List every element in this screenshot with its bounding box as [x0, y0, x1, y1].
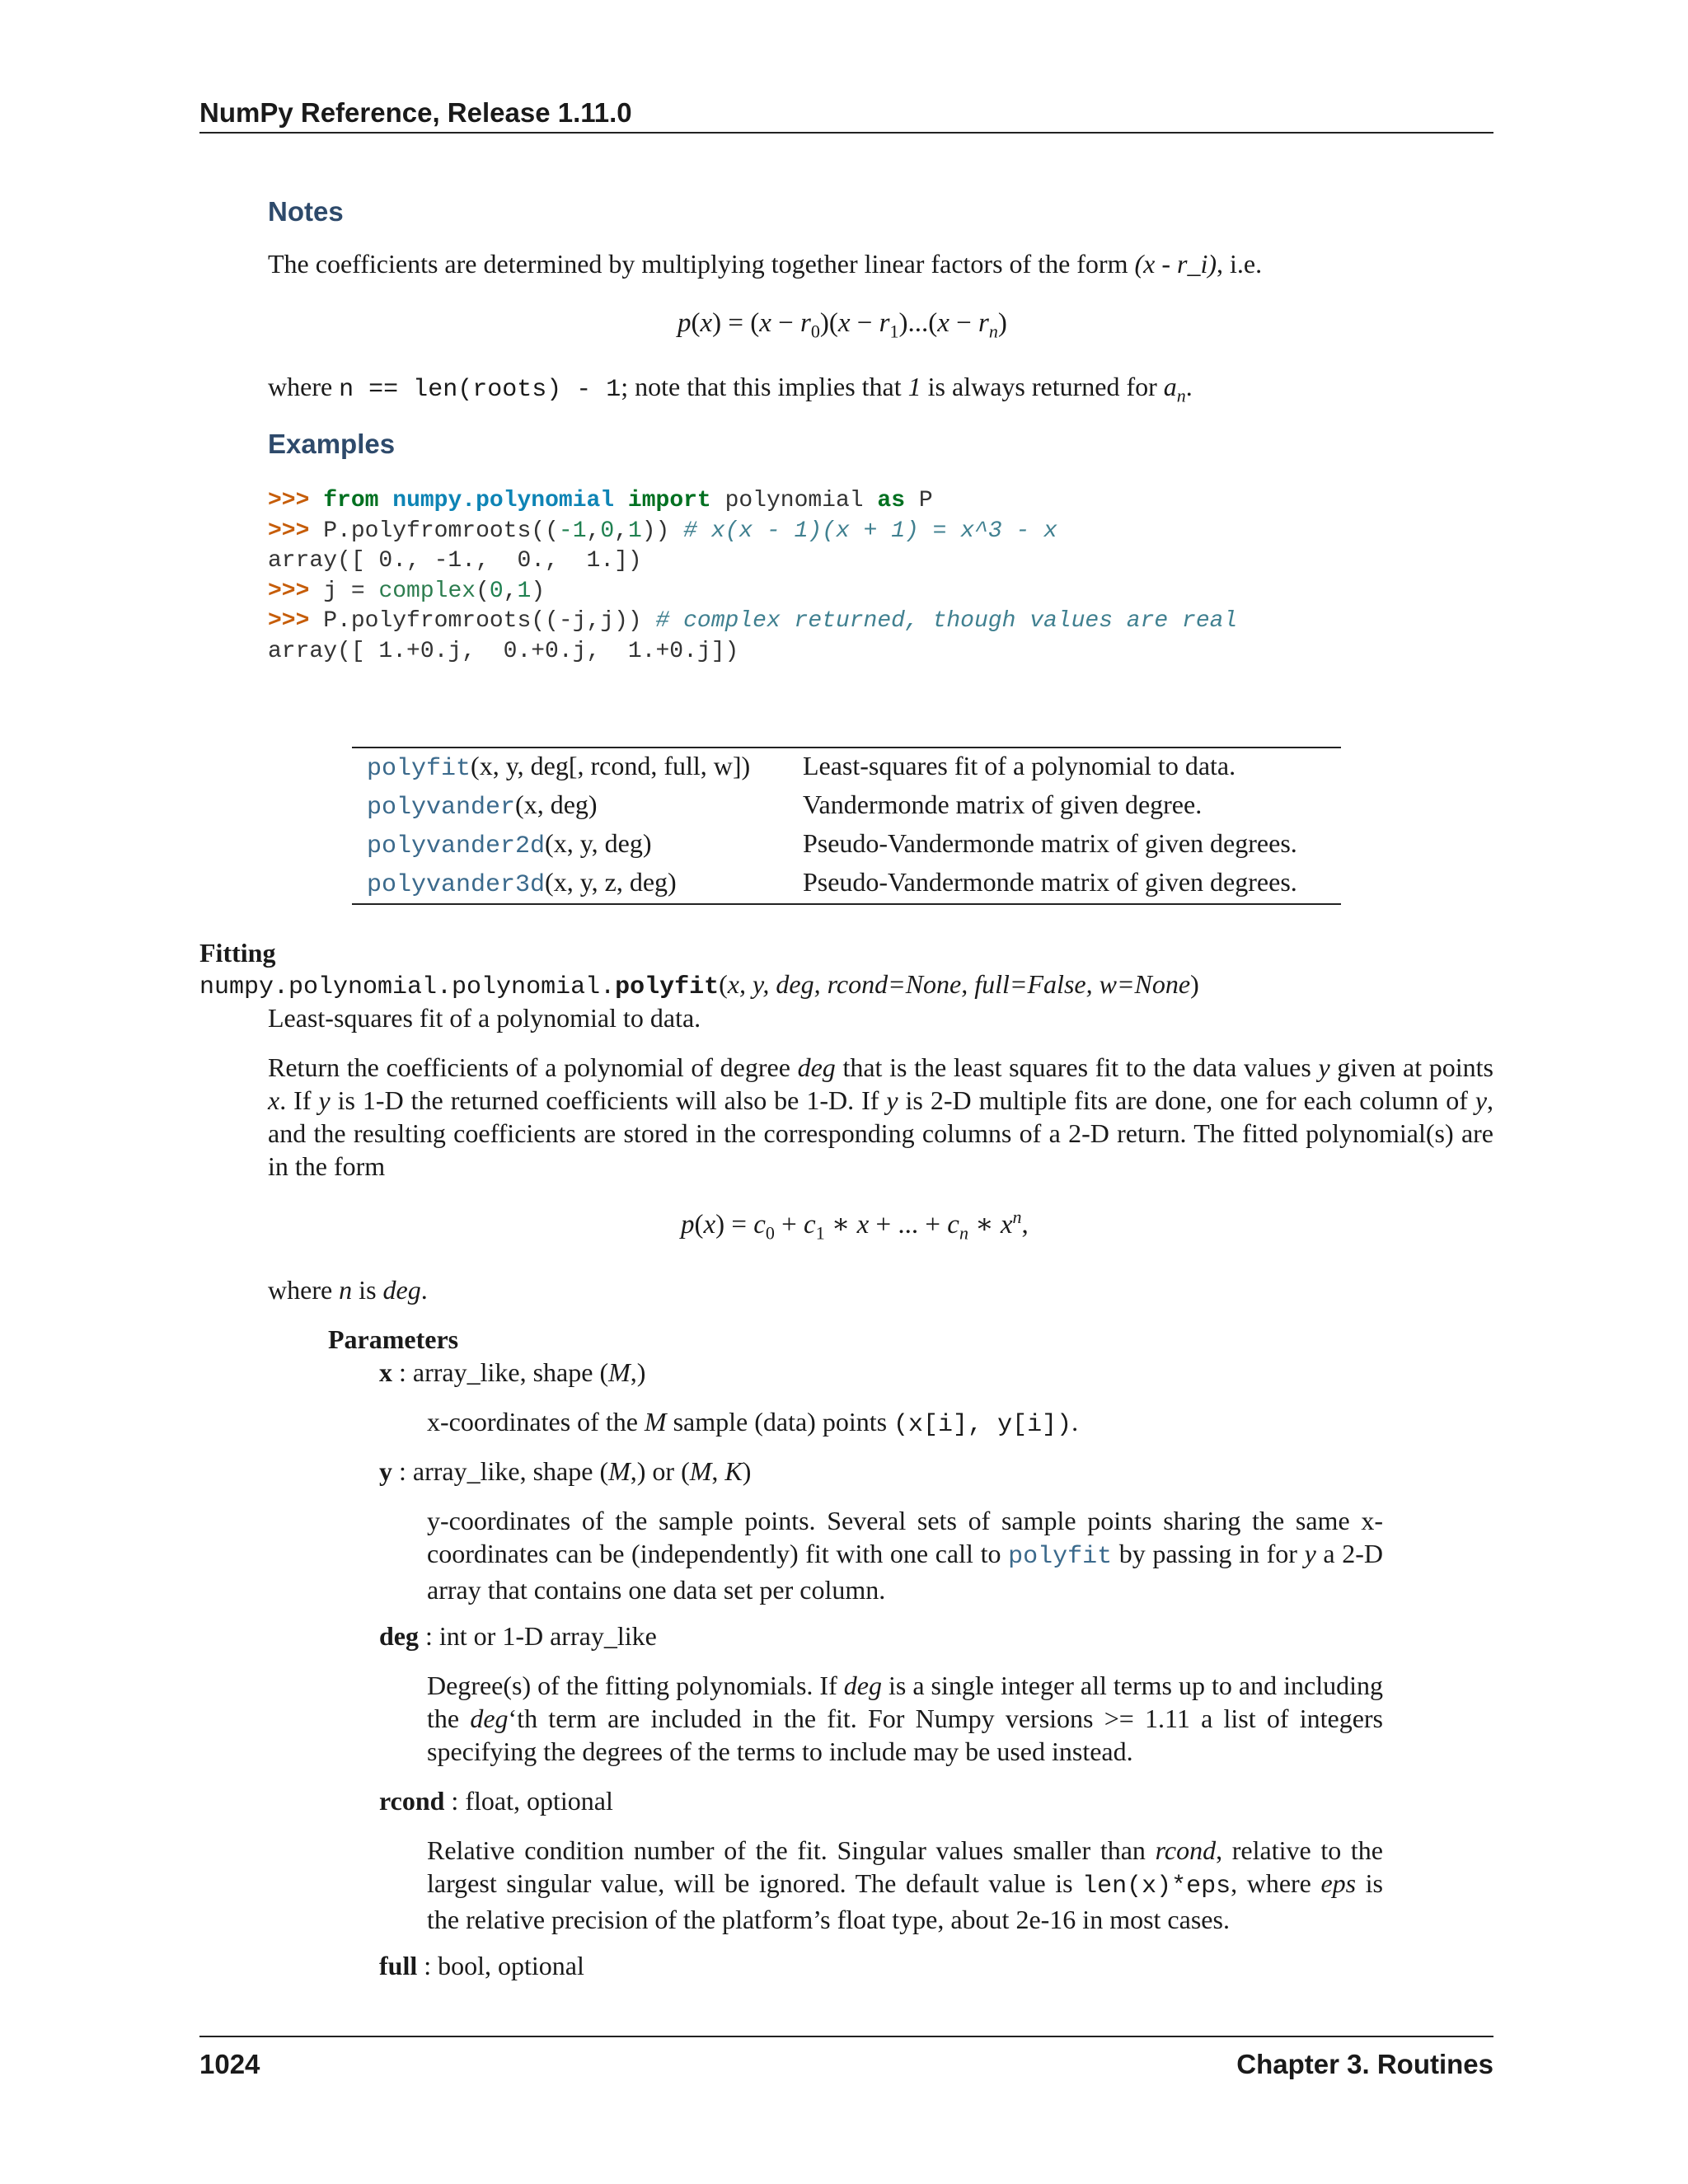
param-full: full : bool, optional: [379, 1951, 584, 1980]
polyvander-link[interactable]: polyvander: [367, 794, 516, 822]
examples-heading: Examples: [268, 429, 396, 459]
param-y-desc: y-coordinates of the sample points. Several sets of sample points sharing the same x-coordinates can be (independently) fit with one call to polyfit by passing in for y a 2-D array that contains one data set per column.: [427, 1506, 1384, 1605]
polyfit-link[interactable]: polyfit: [367, 755, 471, 783]
header-title: NumPy Reference, Release 1.11.0: [199, 97, 632, 128]
notes-equation: $p(x) = (x - r_0)(x - r_1)...(x - r_n)$: [678, 308, 1007, 342]
table-cell-desc: Pseudo-Vandermonde matrix of given degrees.: [802, 867, 1297, 897]
code-output: array([ 0., -1., 0., 1.]): [268, 548, 642, 574]
chapter-title: Chapter 3. Routines: [1236, 2049, 1493, 2079]
param-rcond: rcond : float, optional: [379, 1786, 613, 1816]
polyvander3d-link[interactable]: polyvander3d: [367, 871, 546, 899]
notes-text: The coefficients are determined by multiplying together linear factors of the form (x - r_i), i.e.: [268, 249, 1263, 279]
fitting-description: Return the coefficients of a polynomial of degree deg that is the least squares fit to the data values y given at points x. If y is 1-D the returned coefficients will also be 1-D. If y is 2-D multiple fits are done, one for each column of y, and the resulting coefficients are stored in the corresponding columns of a 2-D return. The fitted polynomial(s) are in the form: [268, 1052, 1494, 1181]
param-deg: deg : int or 1-D array_like: [379, 1621, 657, 1651]
function-summary: Least-squares fit of a polynomial to data.: [268, 1003, 701, 1033]
example-code-block: [268, 486, 1237, 667]
notes-heading: Notes: [268, 196, 344, 227]
table-row: polyvander(x, deg) Vandermonde matrix of given degree.: [352, 787, 1341, 826]
table-cell-desc: Least-squares fit of a polynomial to data.: [802, 751, 1236, 780]
fitting-where: where n is deg.: [268, 1275, 428, 1305]
table-row: polyvander2d(x, y, deg) Pseudo-Vandermonde matrix of given degrees.: [352, 826, 1341, 865]
fitting-heading: Fitting: [199, 938, 276, 968]
parameters-heading: Parameters: [328, 1324, 459, 1354]
function-signature: numpy.polynomial.polynomial.polyfit(x, y, deg, rcond=None, full=False, w=None): [199, 969, 1199, 1001]
code-line: >>> j = complex(0,1): [268, 578, 546, 604]
param-x: x : array_like, shape (M,): [379, 1357, 646, 1387]
function-summary-table: [352, 747, 1341, 905]
table-cell-desc: Pseudo-Vandermonde matrix of given degrees.: [802, 828, 1297, 858]
code-line: >>> P.polyfromroots((-1,0,1)) # x(x - 1)(x + 1) = x^3 - x: [268, 518, 1057, 544]
page-header: [199, 96, 1493, 134]
page-footer: [199, 2036, 1493, 2079]
param-rcond-desc: Relative condition number of the fit. Singular values smaller than rcond, relative to the largest singular value, will be ignored. The default value is len(x)*eps, where eps is the relative precision of the platform’s float type, about 2e-16 in most cases.: [427, 1835, 1384, 1934]
table-row: polyfit(x, y, deg[, rcond, full, w]) Least-squares fit of a polynomial to data.: [352, 748, 1341, 787]
polyvander2d-link[interactable]: polyvander2d: [367, 832, 546, 860]
polyfit-inline-link[interactable]: polyfit: [1008, 1543, 1113, 1571]
notes-where: where n == len(roots) - 1; note that this implies that 1 is always returned for $a_n$.: [268, 372, 1193, 406]
param-x-desc: x-coordinates of the M sample (data) points (x[i], y[i]).: [427, 1407, 1079, 1439]
table-cell-desc: Vandermonde matrix of given degree.: [802, 790, 1203, 819]
code-line: >>> P.polyfromroots((-j,j)) # complex returned, though values are real: [268, 608, 1238, 634]
code-output: array([ 1.+0.j, 0.+0.j, 1.+0.j]): [268, 638, 739, 664]
param-y: y : array_like, shape (M,) or (M, K): [379, 1456, 752, 1486]
code-line: >>> from numpy.polynomial import polynomial as P: [268, 488, 933, 513]
fit-equation: $p(x) = c_0 + c_1$ ∗ x + ... + $c_n$ ∗ $x^n$,: [681, 1207, 1029, 1244]
table-row: polyvander3d(x, y, z, deg) Pseudo-Vandermonde matrix of given degrees.: [352, 865, 1341, 904]
param-deg-desc: Degree(s) of the fitting polynomials. If deg is a single integer all terms up to and including the deg‘th term are included in the fit. For Numpy versions >= 1.11 a list of integers specifying the degrees of the terms to include may be used instead.: [427, 1671, 1384, 1766]
function-name: polyfit: [615, 973, 720, 1001]
page-number: 1024: [199, 2049, 260, 2079]
